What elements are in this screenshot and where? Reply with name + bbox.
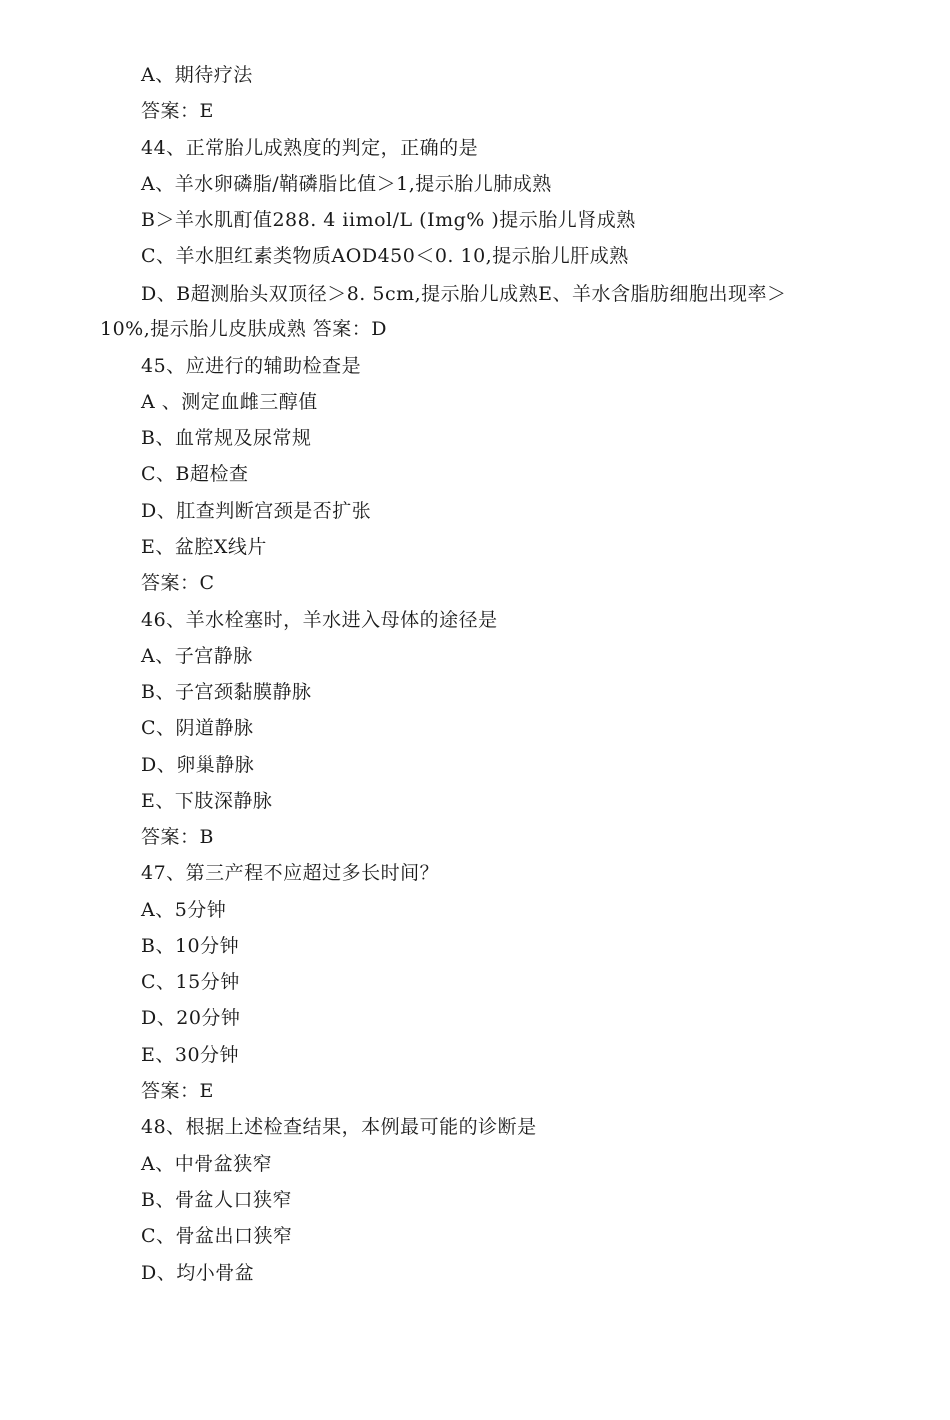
- q44-option-e-continued-answer: 10%,提示胎儿皮肤成熟 答案：D: [100, 318, 388, 340]
- q48-option-a: A、中骨盆狭窄: [141, 1153, 273, 1175]
- q46-option-e: E、下肢深静脉: [141, 790, 273, 812]
- q47-option-d: D、20分钟: [141, 1007, 241, 1029]
- q43-option-a: A、期待疗法: [141, 64, 253, 86]
- q45-option-d: D、肛查判断宫颈是否扩张: [141, 500, 372, 522]
- q45-answer: 答案：C: [141, 572, 215, 594]
- q45-option-e: E、盆腔X线片: [141, 536, 267, 558]
- q47-stem: 47、第三产程不应超过多长时间？: [141, 862, 440, 884]
- q46-option-d: D、卵巢静脉: [141, 754, 255, 776]
- q46-answer: 答案：B: [141, 826, 214, 848]
- q48-stem: 48、根据上述检查结果，本例最可能的诊断是: [141, 1116, 537, 1138]
- q48-option-c: C、骨盆出口狭窄: [141, 1225, 293, 1247]
- q44-option-d-e: D、B超测胎头双顶径＞8. 5cm,提示胎儿成熟E、羊水含脂肪细胞出现率＞: [141, 283, 787, 305]
- q45-option-c: C、B超检查: [141, 463, 249, 485]
- q46-option-a: A、子宫静脉: [141, 645, 253, 667]
- q46-option-c: C、阴道静脉: [141, 717, 254, 739]
- q45-option-a: A 、测定血雌三醇值: [141, 391, 318, 413]
- q47-option-c: C、15分钟: [141, 971, 240, 993]
- q45-option-b: B、血常规及尿常规: [141, 427, 312, 449]
- q47-option-a: A、5分钟: [141, 899, 227, 921]
- q44-stem: 44、正常胎儿成熟度的判定，正确的是: [141, 137, 479, 159]
- q44-option-c: C、羊水胆红素类物质AOD450＜0. 10,提示胎儿肝成熟: [141, 245, 629, 267]
- q46-option-b: B、子宫颈黏膜静脉: [141, 681, 312, 703]
- q47-answer: 答案：E: [141, 1080, 214, 1102]
- q48-option-b: B、骨盆人口狭窄: [141, 1189, 292, 1211]
- q45-stem: 45、应进行的辅助检查是: [141, 355, 362, 377]
- q47-option-b: B、10分钟: [141, 935, 240, 957]
- q44-option-b: B＞羊水肌酊值288. 4 iimol/L (Img% )提示胎儿肾成熟: [141, 209, 636, 231]
- q43-answer: 答案：E: [141, 100, 214, 122]
- q44-option-a: A、羊水卵磷脂/鞘磷脂比值＞1,提示胎儿肺成熟: [141, 173, 552, 195]
- q46-stem: 46、羊水栓塞时，羊水进入母体的途径是: [141, 609, 498, 631]
- q47-option-e: E、30分钟: [141, 1044, 240, 1066]
- q48-option-d: D、均小骨盆: [141, 1262, 255, 1284]
